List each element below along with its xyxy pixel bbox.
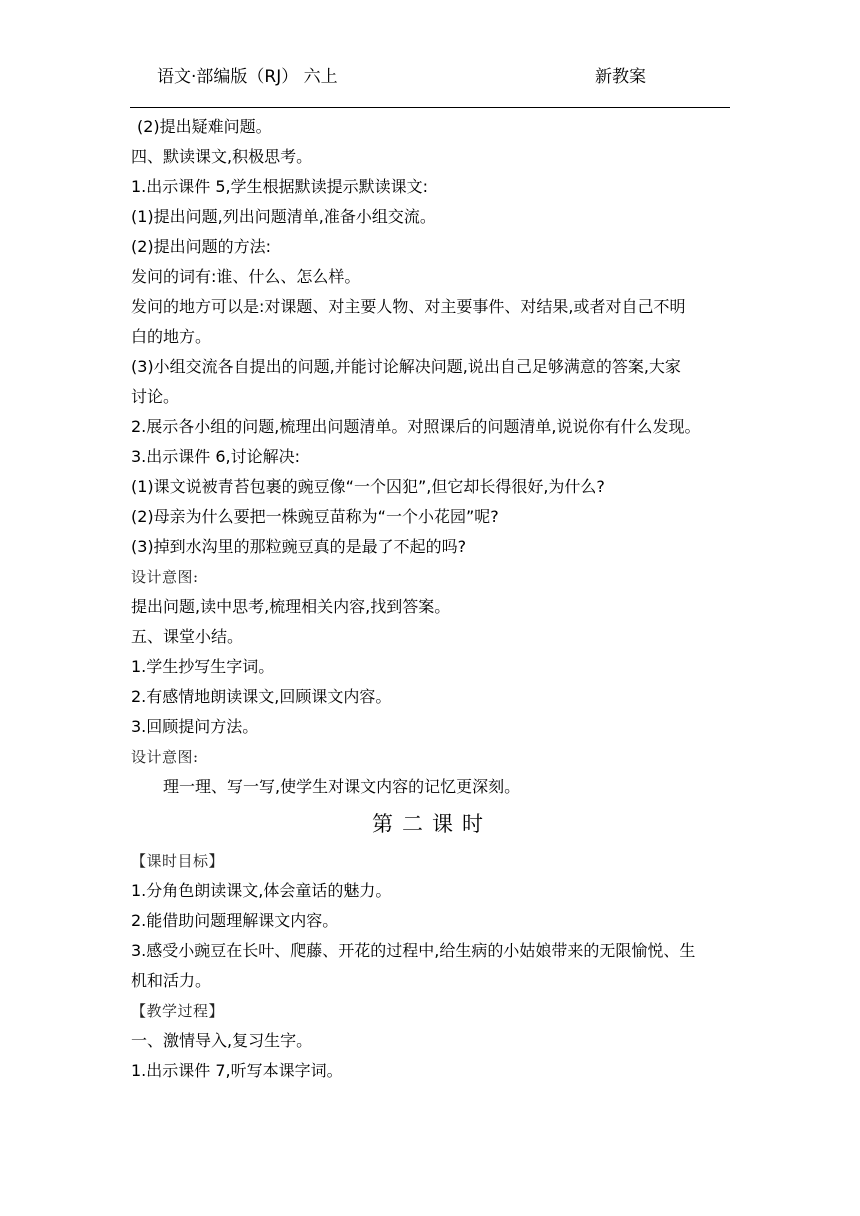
text-line: 发问的地方可以是:对课题、对主要人物、对主要事件、对结果,或者对自己不明 xyxy=(131,297,686,316)
header-divider xyxy=(130,107,730,108)
text-line: 3.出示课件 6,讨论解决: xyxy=(131,447,301,466)
text-line: 1.学生抄写生字词。 xyxy=(131,657,275,676)
teaching-process-heading: 【教学过程】 xyxy=(131,1002,225,1020)
text-line: 1.分角色朗读课文,体会童话的魅力。 xyxy=(131,881,392,900)
text-line: 机和活力。 xyxy=(131,971,212,990)
text-line: 1.出示课件 5,学生根据默读提示默读课文: xyxy=(131,177,429,196)
text-line: 3.回顾提问方法。 xyxy=(131,717,259,736)
text-line: (2)提出问题的方法: xyxy=(131,237,272,256)
text-line: (3)小组交流各自提出的问题,并能讨论解决问题,说出自己足够满意的答案,大家 xyxy=(131,357,681,376)
section-heading: 一、激情导入,复习生字。 xyxy=(131,1031,313,1050)
text-line: 发问的词有:谁、什么、怎么样。 xyxy=(131,267,361,286)
text-line: 2.有感情地朗读课文,回顾课文内容。 xyxy=(131,687,392,706)
lesson-title: 第二课时 xyxy=(372,812,492,836)
lesson-goals-heading: 【课时目标】 xyxy=(131,852,225,870)
section-heading: 五、课堂小结。 xyxy=(131,627,244,646)
text-line: (1)课文说被青苔包裹的豌豆像“一个囚犯”,但它却长得很好,为什么? xyxy=(131,477,605,496)
text-line: 3.感受小豌豆在长叶、爬藤、开花的过程中,给生病的小姑娘带来的无限愉悦、生 xyxy=(131,941,696,960)
text-line: (3)掉到水沟里的那粒豌豆真的是最了不起的吗? xyxy=(131,537,467,556)
design-intent-label: 设计意图: xyxy=(131,568,199,586)
text-line: 理一理、写一写,使学生对课文内容的记忆更深刻。 xyxy=(163,777,521,796)
document-body xyxy=(131,112,733,1086)
text-line: 讨论。 xyxy=(131,387,180,406)
header-doc-type: 新教案 xyxy=(595,67,646,87)
header-subject: 语文·部编版（RJ） 六上 xyxy=(157,67,338,87)
text-line: 1.出示课件 7,听写本课字词。 xyxy=(131,1061,343,1080)
text-line: 2.展示各小组的问题,梳理出问题清单。对照课后的问题清单,说说你有什么发现。 xyxy=(131,417,701,436)
text-line: 白的地方。 xyxy=(131,327,212,346)
text-line: (2)母亲为什么要把一株豌豆苗称为“一个小花园”呢? xyxy=(131,507,499,526)
text-line: 提出问题,读中思考,梳理相关内容,找到答案。 xyxy=(131,597,451,616)
text-line: (1)提出问题,列出问题清单,准备小组交流。 xyxy=(131,207,436,226)
design-intent-label: 设计意图: xyxy=(131,748,199,766)
section-heading: 四、默读课文,积极思考。 xyxy=(131,147,313,166)
text-line: (2)提出疑难问题。 xyxy=(137,117,272,136)
text-line: 2.能借助问题理解课文内容。 xyxy=(131,911,339,930)
